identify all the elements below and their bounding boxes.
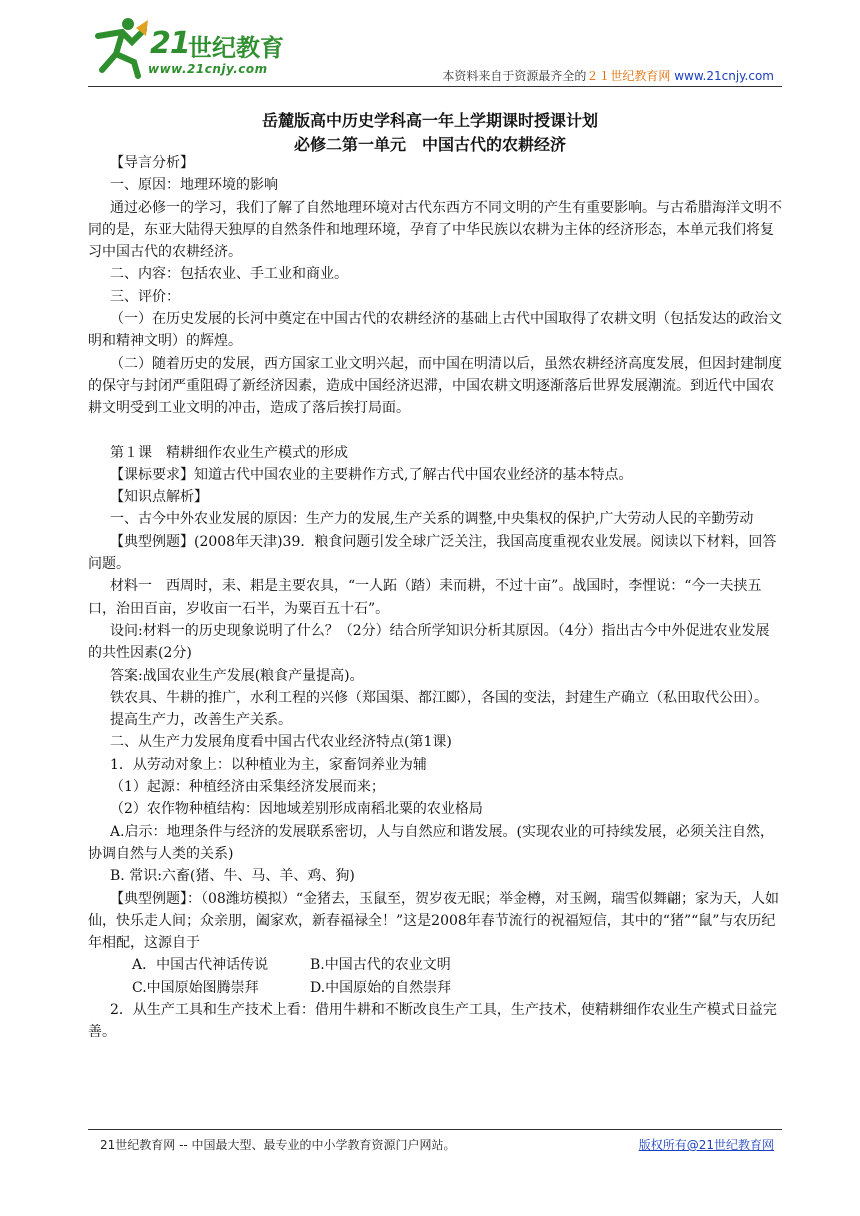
- paragraph: （一）在历史发展的长河中奠定在中国古代的农耕经济的基础上古代中国取得了农耕文明（包括发达的政治文明和精神文明）的辉煌。: [88, 311, 782, 350]
- footer-copyright-link[interactable]: 版权所有@21世纪教育网: [638, 1138, 774, 1152]
- option-row: [88, 977, 782, 999]
- header-note-url[interactable]: www.21cnjy.com: [674, 69, 774, 83]
- header-note: [442, 67, 774, 84]
- footer-divider: [88, 1129, 782, 1130]
- paragraph: 一、原因：地理环境的影响: [110, 177, 278, 194]
- document-body: [88, 152, 782, 1044]
- paragraph: 【典型例题】：（08潍坊模拟）“金猪去，玉鼠至，贺岁夜无眠；举金樽，对玉阙，瑞雪似舞翩；家为天，人如仙，快乐走人间；众亲朋，阖家欢，新春福禄全！”这是2008年春节流行的祝福短信，其中的“猪”“鼠”与农历纪年相配，这源自于: [88, 890, 779, 952]
- paragraph: A.启示：地理条件与经济的发展联系密切，人与自然应和谐发展。(实现农业的可持续发展，必须关注自然，协调自然与人类的关系): [88, 823, 775, 862]
- header-note-site[interactable]: ２１世纪教育网: [586, 69, 671, 83]
- paragraph: 【课标要求】知道古代中国农业的主要耕作方式,了解古代中国农业经济的基本特点。: [110, 466, 633, 483]
- logo-text: 世纪教育: [188, 34, 284, 62]
- paragraph: 二、内容：包括农业、手工业和商业。: [110, 266, 348, 283]
- option-d: D.中国原始的自然崇拜: [310, 979, 452, 996]
- paragraph: 【典型例题】(2008年天津)39．粮食问题引发全球广泛关注，我国高度重视农业发展。阅读以下材料，回答问题。: [88, 533, 777, 573]
- paragraph: （1）起源：种植经济由采集经济发展而来；: [110, 779, 385, 796]
- paragraph: 铁农具、牛耕的推广，水利工程的兴修（郑国渠、都江郾），各国的变法，封建生产确立（私田取代公田）。: [110, 689, 768, 706]
- header-divider: [88, 86, 782, 87]
- document-title: 岳麓版高中历史学科高一年上学期课时授课计划: [261, 111, 598, 130]
- section-heading-intro: 【导言分析】: [110, 155, 194, 171]
- section-heading: 【知识点解析】: [110, 489, 208, 506]
- paragraph: （二）随着历史的发展，西方国家工业文明兴起，而中国在明清以后，虽然农耕经济高度发展，但因封建制度的保守与封闭严重阻碍了新经济因素，造成中国经济迟滞，中国农耕文明逐渐落后世界发展潮流。到近代中国农耕文明受到工业文明的冲击，造成了落后挨打局面。: [88, 355, 782, 417]
- logo-url: www.21cnjy.com: [148, 62, 268, 76]
- option-b: B.中国古代的农业文明: [310, 957, 451, 974]
- footer-text: 21世纪教育网 -- 中国最大型、最专业的中小学教育资源门户网站。: [100, 1138, 456, 1152]
- header-note-prefix: 本资料来自于资源最齐全的: [442, 69, 587, 83]
- paragraph: 2．从生产工具和生产技术上看：借用牛耕和不断改良生产工具，生产技术，使精耕细作农业生产模式日益完善。: [88, 1001, 777, 1041]
- lesson-heading: 第１课 精耕细作农业生产模式的形成: [110, 444, 348, 461]
- paragraph: 三、评价：: [110, 288, 180, 305]
- logo-number: 21: [150, 26, 190, 61]
- paragraph: 答案:战国农业生产发展(粮食产量提高)。: [110, 667, 364, 684]
- paragraph: 二、从生产力发展角度看中国古代农业经济特点(第1课): [110, 734, 452, 751]
- paragraph: 提高生产力，改善生产关系。: [110, 712, 292, 729]
- site-logo: [88, 14, 288, 82]
- paragraph: 材料一 西周时，耒、耜是主要农具，“一人跖（踏）耒而耕，不过十亩”。战国时，李悝说：“今一夫挟五口，治田百亩，岁收亩一石半，为粟百五十石”。: [88, 578, 762, 617]
- paragraph: 一、古今中外农业发展的原因：生产力的发展,生产关系的调整,中央集权的保护,广大劳动人民的辛勤劳动: [110, 511, 754, 528]
- page-header: [88, 14, 782, 84]
- paragraph: 1．从劳动对象上：以种植业为主，家畜饲养业为辅: [110, 756, 427, 773]
- paragraph: 通过必修一的学习，我们了解了自然地理环境对古代东西方不同文明的产生有重要影响。与古希腊海洋文明不同的是，东亚大陆得天独厚的自然条件和地理环境，孕育了中华民族以农耕为主体的经济形态，本单元我们将复习中国古代的农耕经济。: [88, 199, 782, 261]
- option-row: [88, 954, 782, 976]
- option-c: C.中国原始图腾崇拜: [132, 979, 259, 996]
- runner-logo-icon: [88, 14, 152, 80]
- option-a: A．中国古代神话传说: [132, 957, 269, 974]
- paragraph: 设问:材料一的历史现象说明了什么？（2分）结合所学知识分析其原因。（4分）指出古今中外促进农业发展的共性因素(2分): [88, 622, 770, 662]
- document-subtitle: 必修二第一单元 中国古代的农耕经济: [293, 135, 566, 154]
- paragraph: （2）农作物种植结构：因地域差别形成南稻北粟的农业格局: [110, 801, 483, 818]
- paragraph: B. 常识:六畜(猪、牛、马、羊、鸡、狗): [110, 868, 355, 885]
